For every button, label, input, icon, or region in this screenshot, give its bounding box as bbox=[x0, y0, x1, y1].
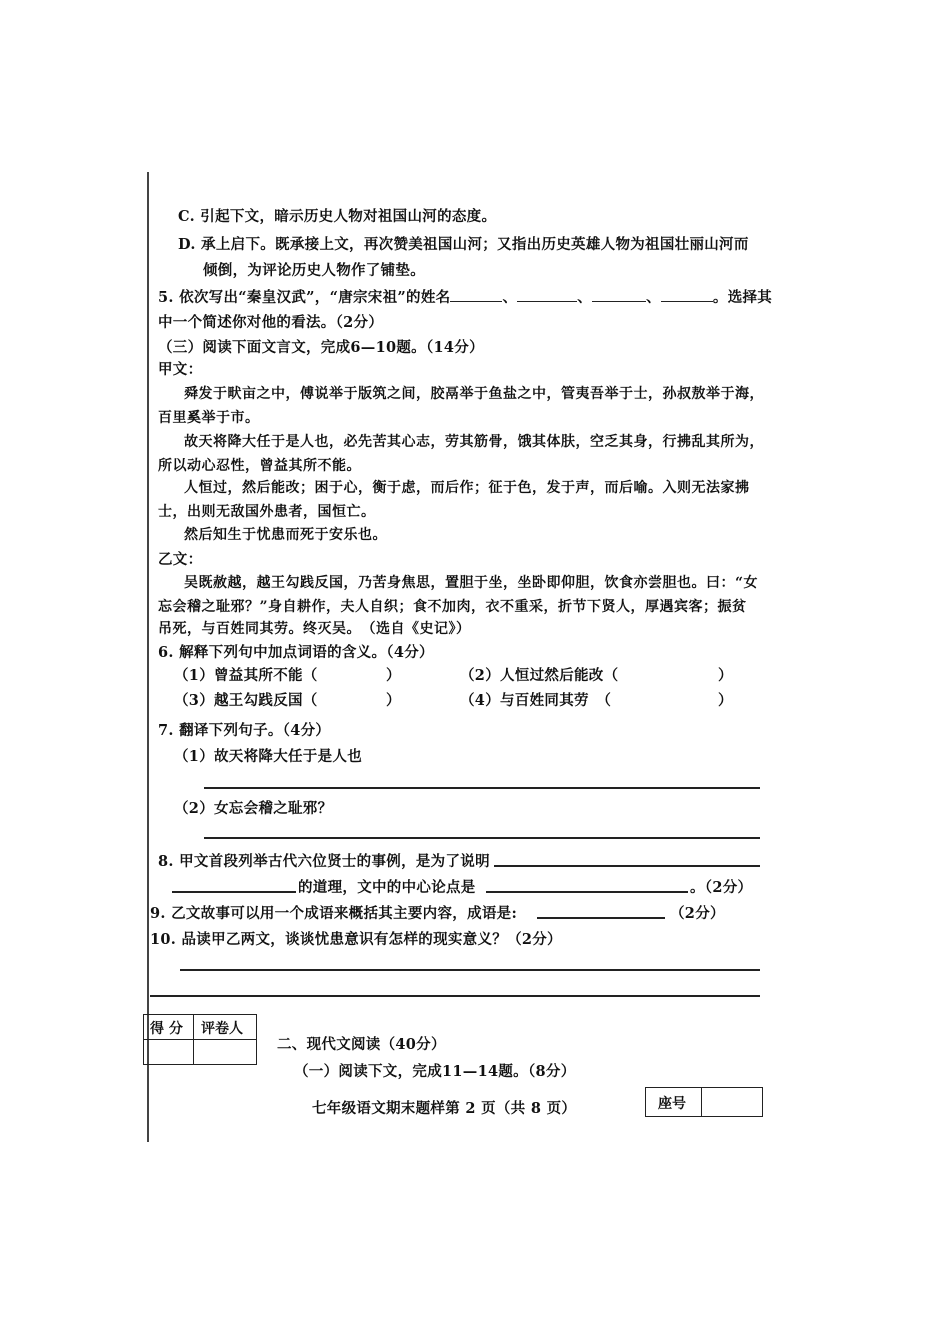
jia-paragraph-4: 然后知生于忧患而死于安乐也。 bbox=[184, 527, 387, 543]
section-3-heading: （三）阅读下面文言文，完成6—10题。（14分） bbox=[158, 339, 484, 356]
q10-answer-line-1[interactable] bbox=[180, 969, 760, 971]
q8-answer-blank-2[interactable] bbox=[172, 891, 296, 893]
question-10: 10. 品读甲乙两文，谈谈忧患意识有怎样的现实意义？（2分） bbox=[150, 931, 562, 948]
q9-answer-blank[interactable] bbox=[537, 917, 665, 919]
separator: 、 bbox=[646, 289, 661, 306]
question-5-prefix: 5. 依次写出“秦皇汉武”，“唐宗宋祖”的姓名 bbox=[158, 289, 451, 306]
separator: 、 bbox=[577, 289, 593, 306]
question-5-suffix: 。选择其 bbox=[712, 289, 773, 306]
option-d-line1: D. 承上启下。既承接上文，再次赞美祖国山河；又指出历史英雄人物为祖国壮丽山河而 bbox=[178, 236, 749, 253]
q7-answer-line-1[interactable] bbox=[204, 787, 760, 789]
q6-item-2: （2）人恒过然后能改（ bbox=[460, 667, 619, 684]
separator: 、 bbox=[502, 289, 518, 306]
option-c: C. 引起下文，暗示历史人物对祖国山河的态度。 bbox=[178, 208, 497, 225]
jia-paragraph-2-line1: 故天将降大任于是人也，必先苦其心志，劳其筋骨，饿其体肤，空乏其身，行拂乱其所为， bbox=[184, 434, 764, 450]
q6-item-4-close: ） bbox=[718, 692, 733, 709]
yi-line2: 忘会稽之耻邪？”身自耕作，夫人自织；食不加肉，衣不重采，折节下贤人，厚遇宾客；振贫 bbox=[158, 599, 747, 615]
q8-answer-blank-3[interactable] bbox=[486, 891, 688, 893]
grader-label: 评卷人 bbox=[201, 1021, 243, 1037]
question-7-stem: 7. 翻译下列句子。（4分） bbox=[158, 722, 331, 739]
q7-sentence-1: （1）故天将降大任于是人也 bbox=[174, 748, 362, 765]
question-9-score: （2分） bbox=[670, 905, 725, 922]
yi-line3: 吊死，与百姓同其劳。终灭吴。 （选自《史记》） bbox=[158, 621, 471, 637]
q8-answer-blank-1[interactable] bbox=[494, 865, 760, 867]
q6-item-2-close: ） bbox=[718, 667, 733, 684]
score-input-cell[interactable] bbox=[143, 1040, 194, 1065]
q6-item-1: （1）曾益其所不能（ bbox=[174, 667, 318, 684]
modern-reading-sub: （一）阅读下文，完成11—14题。（8分） bbox=[294, 1063, 576, 1080]
seat-number-input-cell[interactable] bbox=[701, 1087, 763, 1117]
yi-label: 乙文： bbox=[158, 551, 203, 568]
question-5 bbox=[158, 286, 772, 307]
q6-item-1-close: ） bbox=[386, 667, 401, 684]
jia-paragraph-1-line2: 百里奚举于市。 bbox=[158, 410, 260, 426]
q6-item-3-close: ） bbox=[386, 692, 401, 709]
margin-binding-rule bbox=[147, 172, 149, 1142]
q6-item-3: （3）越王勾践反国（ bbox=[174, 692, 318, 709]
question-8-line1: 8. 甲文首段列举古代六位贤士的事例，是为了说明 bbox=[158, 853, 490, 870]
answer-blank[interactable] bbox=[517, 287, 577, 302]
answer-blank[interactable] bbox=[450, 287, 502, 302]
q10-answer-line-2[interactable] bbox=[150, 995, 760, 997]
q6-item-4: （4）与百姓同其劳 （ bbox=[460, 692, 612, 709]
option-d-line2: 倾倒，为评论历史人物作了铺垫。 bbox=[203, 262, 425, 279]
answer-blank[interactable] bbox=[661, 287, 713, 302]
question-5-line2: 中一个简述你对他的看法。（2分） bbox=[158, 314, 384, 331]
jia-label: 甲文： bbox=[158, 361, 203, 378]
score-label: 得 分 bbox=[150, 1021, 183, 1037]
page-footer: 七年级语文期末题样第 2 页（共 8 页） bbox=[312, 1100, 577, 1117]
modern-reading-heading: 二、现代文阅读（40分） bbox=[277, 1036, 446, 1053]
answer-blank[interactable] bbox=[592, 287, 646, 302]
jia-paragraph-2-line2: 所以动心忍性，曾益其所不能。 bbox=[158, 458, 361, 474]
jia-paragraph-3-line1: 人恒过，然后能改；困于心，衡于虑，而后作；征于色，发于声，而后喻。入则无法家拂 bbox=[184, 480, 750, 496]
q7-sentence-2: （2）女忘会稽之耻邪？ bbox=[174, 800, 333, 817]
yi-line1: 吴既赦越，越王勾践反国，乃苦身焦思，置胆于坐，坐卧即仰胆，饮食亦尝胆也。曰：“女 bbox=[184, 575, 759, 591]
grader-input-cell[interactable] bbox=[193, 1040, 257, 1065]
question-8-mid: 的道理，文中的中心论点是 bbox=[298, 879, 476, 896]
jia-paragraph-3-line2: 士，出则无敌国外患者，国恒亡。 bbox=[158, 504, 376, 520]
question-8-end: 。（2分） bbox=[690, 879, 753, 896]
q7-answer-line-2[interactable] bbox=[204, 837, 760, 839]
seat-number-label: 座号 bbox=[658, 1096, 686, 1112]
question-6-stem: 6. 解释下列句中加点词语的含义。（4分） bbox=[158, 644, 434, 661]
question-9: 9. 乙文故事可以用一个成语来概括其主要内容，成语是: bbox=[150, 905, 518, 922]
jia-paragraph-1-line1: 舜发于畎亩之中，傅说举于版筑之间，胶鬲举于鱼盐之中，管夷吾举于士，孙叔敖举于海， bbox=[184, 386, 764, 402]
